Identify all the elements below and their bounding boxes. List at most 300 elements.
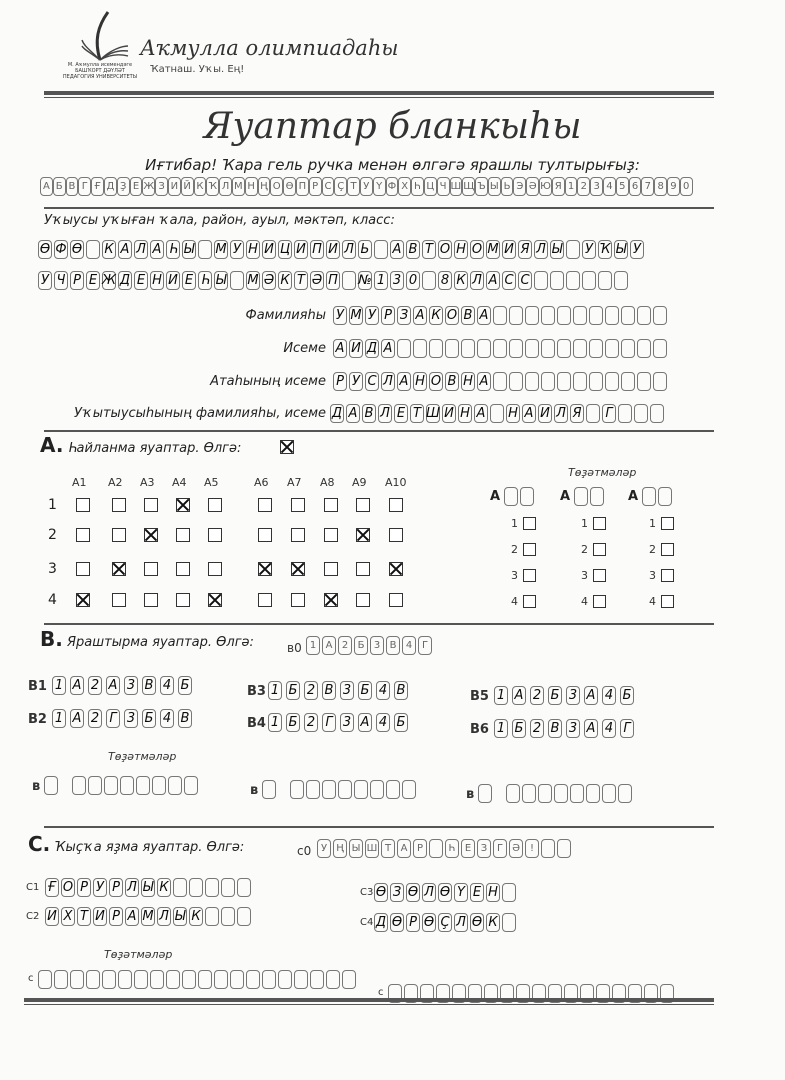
school-char-cell[interactable]: Е [86, 271, 100, 290]
school-char-cell[interactable]: Д [119, 273, 131, 288]
answer-checkbox[interactable] [176, 498, 190, 512]
answer-cell[interactable]: Р [77, 878, 91, 897]
answer-checkbox[interactable] [208, 593, 222, 607]
answer-cell[interactable]: 4 [602, 686, 616, 705]
answer-checkbox[interactable] [176, 528, 190, 542]
answer-cell[interactable]: Ҫ [438, 913, 452, 932]
answer-cell[interactable] [502, 913, 516, 932]
answer-checkbox[interactable] [258, 498, 272, 512]
school-char-cell[interactable]: К [454, 271, 468, 290]
school-char-cell[interactable] [342, 271, 356, 290]
field-char-cell[interactable] [493, 306, 507, 325]
answer-checkbox[interactable] [356, 498, 370, 512]
answer-cell[interactable]: О [62, 880, 74, 895]
answer-checkbox[interactable] [291, 498, 305, 512]
school-char-cell[interactable] [550, 271, 564, 290]
correction-cell[interactable] [214, 970, 228, 989]
correction-cell[interactable] [478, 784, 492, 803]
school-char-cell[interactable]: Л [534, 240, 548, 259]
school-char-cell[interactable]: У [230, 240, 244, 259]
correction-cell[interactable] [386, 780, 400, 799]
answer-cell[interactable]: 1 [52, 709, 66, 728]
answer-checkbox[interactable] [176, 593, 190, 607]
correction-cell[interactable] [120, 776, 134, 795]
correction-cell[interactable] [72, 776, 86, 795]
school-char-cell[interactable]: Ы [215, 273, 227, 288]
correction-cell[interactable] [310, 970, 324, 989]
correction-cell[interactable] [402, 780, 416, 799]
field-char-cell[interactable] [541, 339, 555, 358]
school-char-cell[interactable]: Л [470, 271, 484, 290]
correction-cell[interactable] [338, 780, 352, 799]
answer-cell[interactable]: А [106, 676, 120, 695]
field-char-cell[interactable]: Д [331, 406, 343, 421]
short-answer-cells[interactable] [45, 907, 251, 926]
answer-cell[interactable]: К [157, 878, 171, 897]
answer-cell[interactable]: Б [178, 676, 192, 695]
answer-checkbox[interactable] [76, 562, 90, 576]
answer-checkbox[interactable] [356, 562, 370, 576]
answer-cell[interactable]: 2 [304, 681, 318, 700]
answer-cell[interactable]: 2 [530, 719, 544, 738]
field-char-cell[interactable]: А [477, 306, 491, 325]
answer-cell[interactable]: Ө [407, 885, 419, 900]
field-char-cell[interactable] [541, 372, 555, 391]
field-char-cell[interactable] [525, 306, 539, 325]
answer-checkbox[interactable] [76, 498, 90, 512]
field-char-cell[interactable]: А [346, 404, 360, 423]
correction-checkbox[interactable] [661, 569, 674, 582]
answer-cell[interactable]: Н [486, 883, 500, 902]
field-char-cell[interactable] [650, 404, 664, 423]
answer-cell[interactable]: Б [286, 681, 300, 700]
answer-cell[interactable]: 2 [304, 713, 318, 732]
short-answer-cells[interactable] [374, 883, 516, 902]
answer-cell[interactable]: Л [454, 913, 468, 932]
school-char-cell[interactable]: Н [150, 271, 164, 290]
school-char-cell[interactable] [534, 271, 548, 290]
answer-cell[interactable]: Л [422, 883, 436, 902]
field-char-cell[interactable]: А [381, 339, 395, 358]
answer-cell[interactable]: 3 [566, 719, 580, 738]
correction-value-cells[interactable] [72, 776, 198, 795]
answer-checkbox[interactable] [291, 528, 305, 542]
answer-cell[interactable] [221, 878, 235, 897]
correction-cell[interactable] [326, 970, 340, 989]
answer-cell[interactable]: Ө [391, 915, 403, 930]
answer-cell[interactable]: Ы [142, 880, 154, 895]
answer-checkbox[interactable] [258, 593, 272, 607]
school-char-cell[interactable]: О [439, 242, 451, 257]
school-char-cell[interactable]: 0 [406, 271, 420, 290]
field-char-cell[interactable]: И [538, 404, 552, 423]
correction-cell[interactable] [182, 970, 196, 989]
field-char-cell[interactable] [573, 339, 587, 358]
answer-cell[interactable]: Б [142, 709, 156, 728]
answer-cell[interactable]: 1 [268, 681, 282, 700]
school-line-1[interactable] [38, 240, 644, 259]
answer-cell[interactable]: Д [375, 915, 387, 930]
field-char-cell[interactable]: Р [333, 372, 347, 391]
school-char-cell[interactable]: Ж [102, 273, 117, 288]
answer-cell[interactable]: Ө [439, 885, 451, 900]
correction-cell[interactable] [246, 970, 260, 989]
answer-cell[interactable]: Л [157, 907, 171, 926]
school-char-cell[interactable]: М [247, 273, 259, 288]
correction-cell[interactable] [506, 784, 520, 803]
correction-checkbox[interactable] [661, 543, 674, 556]
field-char-cell[interactable] [429, 339, 443, 358]
school-char-cell[interactable]: О [471, 242, 483, 257]
school-char-cell[interactable]: И [326, 240, 340, 259]
answer-checkbox[interactable] [144, 528, 158, 542]
correction-cell[interactable] [322, 780, 336, 799]
school-char-cell[interactable]: Һ [198, 271, 212, 290]
field-char-cell[interactable] [653, 339, 667, 358]
school-char-cell[interactable]: Һ [166, 240, 180, 259]
short-answer-cells[interactable] [374, 913, 516, 932]
field-char-cell[interactable] [557, 339, 571, 358]
field-char-cell[interactable] [653, 372, 667, 391]
answer-checkbox[interactable] [144, 593, 158, 607]
school-char-cell[interactable]: Ө [71, 242, 83, 257]
answer-cell[interactable] [237, 878, 251, 897]
field-char-cell[interactable]: Ш [426, 406, 440, 421]
answer-cell[interactable]: Б [358, 681, 372, 700]
answer-cell[interactable]: А [512, 686, 526, 705]
correction-cell[interactable] [262, 970, 276, 989]
correction-cell[interactable] [586, 784, 600, 803]
answer-checkbox[interactable] [112, 498, 126, 512]
correction-cell[interactable] [554, 784, 568, 803]
correction-value-cells[interactable] [290, 780, 416, 799]
correction-cell[interactable] [198, 970, 212, 989]
school-char-cell[interactable]: Ө [39, 242, 51, 257]
field-char-cell[interactable]: З [397, 306, 411, 325]
answer-checkbox[interactable] [324, 593, 338, 607]
correction-checkbox[interactable] [523, 543, 536, 556]
school-char-cell[interactable]: У [582, 240, 596, 259]
answer-cell[interactable]: Г [106, 709, 120, 728]
answer-cell[interactable]: Г [620, 719, 634, 738]
field-char-cell[interactable] [461, 339, 475, 358]
answer-cell[interactable]: Ғ [45, 878, 59, 897]
field-char-cell[interactable] [557, 372, 571, 391]
correction-cell[interactable] [570, 784, 584, 803]
field-char-cell[interactable] [493, 339, 507, 358]
correction-cell[interactable] [44, 776, 58, 795]
correction-cell[interactable] [88, 776, 102, 795]
answer-cell[interactable]: У [93, 878, 107, 897]
correction-cell[interactable] [522, 784, 536, 803]
school-char-cell[interactable]: Ч [54, 271, 68, 290]
answer-checkbox[interactable] [291, 593, 305, 607]
correction-checkbox[interactable] [593, 569, 606, 582]
school-char-cell[interactable] [598, 271, 612, 290]
correction-cell[interactable] [574, 487, 588, 506]
answer-cell[interactable] [205, 878, 219, 897]
field-char-cell[interactable]: Л [554, 404, 568, 423]
school-char-cell[interactable]: Н [454, 240, 468, 259]
correction-cell[interactable] [70, 970, 84, 989]
field-char-cell[interactable]: А [333, 339, 347, 358]
answer-checkbox[interactable] [112, 562, 126, 576]
correction-checkbox[interactable] [593, 595, 606, 608]
field-char-cell[interactable] [525, 372, 539, 391]
answer-cell[interactable]: А [70, 676, 84, 695]
answer-cell[interactable]: Б [548, 686, 562, 705]
correction-cell[interactable] [642, 487, 656, 506]
answer-cell[interactable]: А [584, 686, 598, 705]
answer-checkbox[interactable] [291, 562, 305, 576]
answer-checkbox[interactable] [324, 562, 338, 576]
correction-cell[interactable] [262, 780, 276, 799]
correction-cell[interactable] [104, 776, 118, 795]
answer-checkbox[interactable] [389, 593, 403, 607]
correction-cell[interactable] [504, 487, 518, 506]
field-char-cell[interactable] [605, 372, 619, 391]
school-char-cell[interactable] [86, 240, 100, 259]
field-char-cell[interactable]: Н [458, 404, 472, 423]
school-char-cell[interactable]: И [294, 240, 308, 259]
correction-cell[interactable] [168, 776, 182, 795]
correction-checkbox[interactable] [661, 595, 674, 608]
school-line-2[interactable] [38, 271, 628, 290]
field-char-cell[interactable]: В [461, 306, 475, 325]
answer-checkbox[interactable] [389, 562, 403, 576]
field-char-cell[interactable] [509, 306, 523, 325]
correction-cell[interactable] [150, 970, 164, 989]
school-char-cell[interactable]: Ь [358, 240, 372, 259]
answer-checkbox[interactable] [176, 562, 190, 576]
school-char-cell[interactable]: М [215, 242, 227, 257]
field-char-cell[interactable]: В [362, 404, 376, 423]
field-char-cell[interactable]: С [365, 372, 379, 391]
field-char-cell[interactable]: И [442, 404, 456, 423]
answer-cell[interactable]: Б [512, 719, 526, 738]
school-char-cell[interactable]: И [262, 240, 276, 259]
match-answer-cells[interactable] [494, 686, 634, 705]
field-char-cell[interactable]: Р [381, 306, 395, 325]
school-char-cell[interactable]: И [502, 240, 516, 259]
school-char-cell[interactable]: 3 [390, 271, 404, 290]
school-char-cell[interactable]: С [502, 271, 516, 290]
answer-cell[interactable]: 3 [124, 676, 138, 695]
field-char-cell[interactable] [413, 339, 427, 358]
school-char-cell[interactable] [230, 271, 244, 290]
field-char-cell[interactable] [557, 306, 571, 325]
answer-cell[interactable] [237, 907, 251, 926]
answer-cell[interactable]: 3 [124, 709, 138, 728]
field-char-cell[interactable] [586, 404, 600, 423]
field-char-cell[interactable]: М [350, 308, 362, 323]
answer-cell[interactable]: А [584, 719, 598, 738]
answer-cell[interactable]: 1 [494, 686, 508, 705]
field-char-cell[interactable] [605, 306, 619, 325]
answer-cell[interactable]: К [189, 907, 203, 926]
correction-checkbox[interactable] [593, 517, 606, 530]
school-char-cell[interactable] [614, 271, 628, 290]
answer-cell[interactable]: 2 [88, 709, 102, 728]
answer-cell[interactable]: 1 [52, 676, 66, 695]
correction-checkbox[interactable] [661, 517, 674, 530]
match-answer-cells[interactable] [52, 676, 192, 695]
answer-checkbox[interactable] [208, 528, 222, 542]
answer-cell[interactable]: 1 [268, 713, 282, 732]
field-char-cell[interactable] [509, 372, 523, 391]
field-cells[interactable] [330, 404, 664, 423]
correction-cell[interactable] [520, 487, 534, 506]
correction-cell[interactable] [602, 784, 616, 803]
correction-cell[interactable] [306, 780, 320, 799]
answer-cell[interactable]: Л [125, 878, 139, 897]
answer-cell[interactable]: В [178, 709, 192, 728]
field-char-cell[interactable]: А [522, 404, 536, 423]
school-char-cell[interactable]: Е [182, 271, 196, 290]
answer-cell[interactable]: 2 [530, 686, 544, 705]
answer-cell[interactable] [502, 883, 516, 902]
answer-checkbox[interactable] [208, 498, 222, 512]
correction-cell[interactable] [230, 970, 244, 989]
answer-cell[interactable]: Б [286, 713, 300, 732]
answer-cell[interactable]: А [125, 907, 139, 926]
answer-cell[interactable]: Р [109, 907, 123, 926]
answer-checkbox[interactable] [356, 528, 370, 542]
field-char-cell[interactable] [618, 404, 632, 423]
school-char-cell[interactable]: Ҡ [599, 242, 611, 257]
correction-checkbox[interactable] [593, 543, 606, 556]
answer-cell[interactable]: 2 [88, 676, 102, 695]
field-char-cell[interactable] [477, 339, 491, 358]
school-char-cell[interactable]: 1 [374, 271, 388, 290]
correction-number-cells[interactable] [574, 487, 604, 506]
answer-checkbox[interactable] [144, 562, 158, 576]
correction-value-cells[interactable] [506, 784, 632, 803]
answer-cell[interactable]: Р [406, 913, 420, 932]
field-char-cell[interactable]: У [333, 306, 347, 325]
correction-cell[interactable] [342, 970, 356, 989]
answer-cell[interactable] [189, 878, 203, 897]
answer-checkbox[interactable] [112, 593, 126, 607]
correction-cell[interactable] [166, 970, 180, 989]
field-char-cell[interactable]: А [397, 372, 411, 391]
school-char-cell[interactable] [566, 240, 580, 259]
school-char-cell[interactable]: Ә [311, 273, 323, 288]
correction-number-cells[interactable] [642, 487, 672, 506]
correction-cell[interactable] [278, 970, 292, 989]
field-char-cell[interactable]: У [365, 306, 379, 325]
correction-cell[interactable] [538, 784, 552, 803]
answer-cell[interactable]: В [322, 681, 336, 700]
school-char-cell[interactable]: П [326, 271, 340, 290]
answer-cell[interactable]: В [142, 676, 156, 695]
school-char-cell[interactable]: В [406, 240, 420, 259]
field-char-cell[interactable] [637, 306, 651, 325]
correction-checkbox[interactable] [523, 595, 536, 608]
correction-cell[interactable] [354, 780, 368, 799]
answer-checkbox[interactable] [324, 528, 338, 542]
answer-cell[interactable]: Б [620, 686, 634, 705]
field-char-cell[interactable]: Т [410, 404, 424, 423]
school-char-cell[interactable]: М [487, 242, 499, 257]
answer-cell[interactable]: Е [470, 883, 484, 902]
correction-number-cells[interactable] [44, 776, 58, 795]
school-char-cell[interactable]: Ы [615, 242, 627, 257]
answer-cell[interactable]: Г [322, 713, 336, 732]
answer-checkbox[interactable] [144, 498, 158, 512]
field-cells[interactable] [333, 306, 667, 325]
answer-cell[interactable]: И [45, 907, 59, 926]
correction-cell[interactable] [618, 784, 632, 803]
correction-cell[interactable] [590, 487, 604, 506]
answer-cell[interactable] [221, 907, 235, 926]
answer-cell[interactable]: 4 [376, 681, 390, 700]
school-char-cell[interactable]: А [150, 240, 164, 259]
correction-cells[interactable] [38, 970, 356, 989]
answer-cell[interactable]: Ү [454, 883, 468, 902]
field-char-cell[interactable] [589, 339, 603, 358]
field-char-cell[interactable] [490, 404, 504, 423]
answer-cell[interactable]: 3 [566, 686, 580, 705]
school-char-cell[interactable]: А [390, 240, 404, 259]
field-char-cell[interactable]: Н [413, 372, 427, 391]
answer-cell[interactable]: Ө [423, 915, 435, 930]
field-char-cell[interactable]: О [446, 308, 458, 323]
field-cells[interactable] [333, 339, 667, 358]
answer-checkbox[interactable] [258, 562, 272, 576]
correction-cell[interactable] [370, 780, 384, 799]
school-char-cell[interactable]: К [102, 240, 116, 259]
field-char-cell[interactable] [397, 339, 411, 358]
school-char-cell[interactable] [582, 271, 596, 290]
match-answer-cells[interactable] [268, 681, 408, 700]
field-char-cell[interactable]: И [349, 339, 363, 358]
answer-cell[interactable]: 4 [160, 709, 174, 728]
answer-cell[interactable]: А [358, 713, 372, 732]
answer-checkbox[interactable] [258, 528, 272, 542]
school-char-cell[interactable]: А [118, 240, 132, 259]
answer-checkbox[interactable] [389, 498, 403, 512]
field-char-cell[interactable]: К [429, 306, 443, 325]
school-char-cell[interactable]: А [486, 271, 500, 290]
field-char-cell[interactable] [605, 339, 619, 358]
field-char-cell[interactable]: А [477, 372, 491, 391]
field-char-cell[interactable] [493, 372, 507, 391]
answer-checkbox[interactable] [76, 593, 90, 607]
field-char-cell[interactable] [637, 372, 651, 391]
correction-cell[interactable] [294, 970, 308, 989]
school-char-cell[interactable]: П [310, 240, 324, 259]
field-char-cell[interactable] [541, 306, 555, 325]
answer-checkbox[interactable] [389, 528, 403, 542]
field-char-cell[interactable]: Н [461, 372, 475, 391]
school-char-cell[interactable]: Я [518, 240, 532, 259]
school-char-cell[interactable]: Ы [183, 242, 195, 257]
correction-cell[interactable] [658, 487, 672, 506]
field-char-cell[interactable]: Л [381, 372, 395, 391]
answer-cell[interactable]: Ө [471, 915, 483, 930]
field-char-cell[interactable] [589, 306, 603, 325]
school-char-cell[interactable] [566, 271, 580, 290]
correction-number-cells[interactable] [262, 780, 276, 799]
correction-cell[interactable] [54, 970, 68, 989]
school-char-cell[interactable] [374, 240, 388, 259]
field-cells[interactable] [333, 372, 667, 391]
answer-cell[interactable]: Б [394, 713, 408, 732]
field-char-cell[interactable]: Г [602, 404, 616, 423]
correction-cell[interactable] [184, 776, 198, 795]
answer-cell[interactable] [173, 878, 187, 897]
